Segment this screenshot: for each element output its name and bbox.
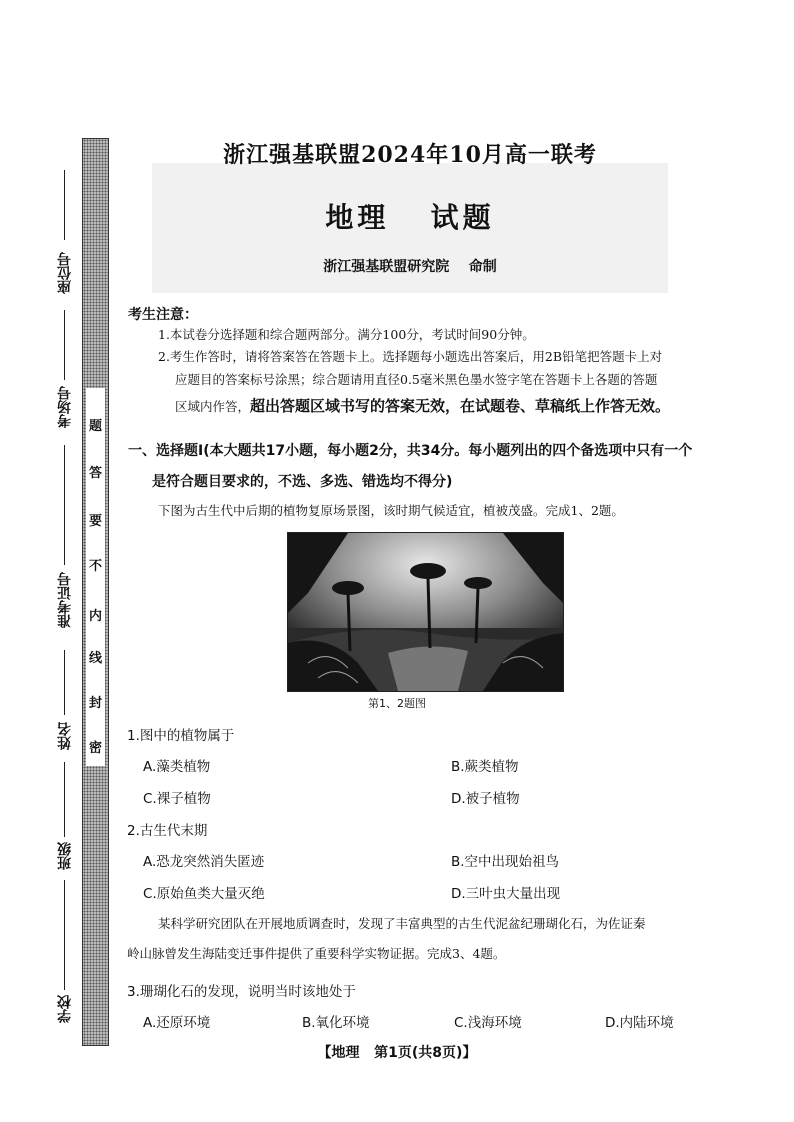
notice-text: 区域内作答， [175, 399, 251, 414]
question-intro-cont: 岭山脉曾发生海陆变迁事件提供了重要科学实物证据。完成3、4题。 [127, 946, 506, 961]
name-label: 姓名 [57, 722, 73, 750]
seal-char: 要 [88, 514, 102, 529]
subject-title: 地理 试题 [325, 201, 495, 234]
admission-number-label: 准考证号 [57, 572, 73, 628]
notice-item: 1.本试卷分选择题和综合题两部分。满分100分，考试时间90分钟。 [158, 327, 535, 342]
publisher: 浙江强基联盟研究院 命制 [323, 259, 497, 275]
field-line [64, 310, 65, 380]
field-line [64, 445, 65, 565]
field-line [64, 762, 65, 837]
option-a: A.藻类植物 [143, 759, 211, 775]
field-line [64, 880, 65, 990]
page-footer: 【地理 第1页(共8页)】 [317, 1045, 477, 1061]
exam-title: 浙江强基联盟2024年10月高一联考 [223, 142, 597, 168]
notice-item-last [175, 395, 670, 416]
seal-char: 内 [88, 609, 102, 624]
seal-char: 题 [88, 419, 102, 434]
question-stem: 2.古生代末期 [127, 823, 208, 839]
section-heading-cont: 是符合题目要求的，不选、多选、错选均不得分) [152, 474, 453, 490]
option-a: A.还原环境 [143, 1015, 211, 1031]
option-d: D.被子植物 [451, 791, 520, 807]
option-b: B.氧化环境 [302, 1015, 370, 1031]
option-c: C.浅海环境 [454, 1015, 522, 1031]
option-b: B.空中出现始祖鸟 [451, 854, 560, 870]
forest-illustration [288, 533, 563, 691]
class-label: 班级 [57, 842, 73, 870]
seal-char: 答 [88, 466, 102, 481]
question-intro: 某科学研究团队在开展地质调查时，发现了丰富典型的古生代泥盆纪珊瑚化石，为佐证秦 [158, 916, 646, 931]
notice-title: 考生注意： [128, 307, 198, 323]
seal-char: 封 [88, 696, 102, 711]
seal-char: 线 [88, 651, 102, 666]
notice-item: 2.考生作答时，请将答案答在答题卡上。选择题每小题选出答案后，用2B铅笔把答题卡上对 [158, 349, 663, 364]
school-label: 学校 [57, 995, 73, 1023]
option-d: D.三叶虫大量出现 [451, 886, 561, 902]
option-a: A.恐龙突然消失匿迹 [143, 854, 265, 870]
seal-char: 不 [88, 559, 102, 574]
paleozoic-forest-image [287, 532, 564, 692]
option-b: B.蕨类植物 [451, 759, 519, 775]
option-c: C.裸子植物 [143, 791, 211, 807]
option-d: D.内陆环境 [605, 1015, 674, 1031]
notice-emphasis: 超出答题区域书写的答案无效，在试题卷、草稿纸上作答无效。 [250, 397, 671, 415]
option-c: C.原始鱼类大量灭绝 [143, 886, 265, 902]
exam-room-label: 考场号 [57, 386, 73, 428]
figure-caption: 第1、2题图 [368, 697, 426, 710]
notice-item: 应题目的答案标号涂黑；综合题请用直径0.5毫米黑色墨水签字笔在答题卡上各题的答题 [175, 372, 658, 387]
seat-number-label: 座位号 [57, 252, 73, 294]
question-stem: 1.图中的植物属于 [127, 728, 235, 744]
seal-char: 密 [88, 741, 102, 756]
question-stem: 3.珊瑚化石的发现，说明当时该地处于 [127, 984, 356, 1000]
title-banner [152, 142, 668, 293]
question-intro: 下图为古生代中后期的植物复原场景图，该时期气候适宜，植被茂盛。完成1、2题。 [158, 503, 624, 518]
section-heading: 一、选择题Ⅰ(本大题共17小题，每小题2分，共34分。每小题列出的四个备选项中只有一个 [128, 443, 693, 459]
field-line [64, 170, 65, 240]
